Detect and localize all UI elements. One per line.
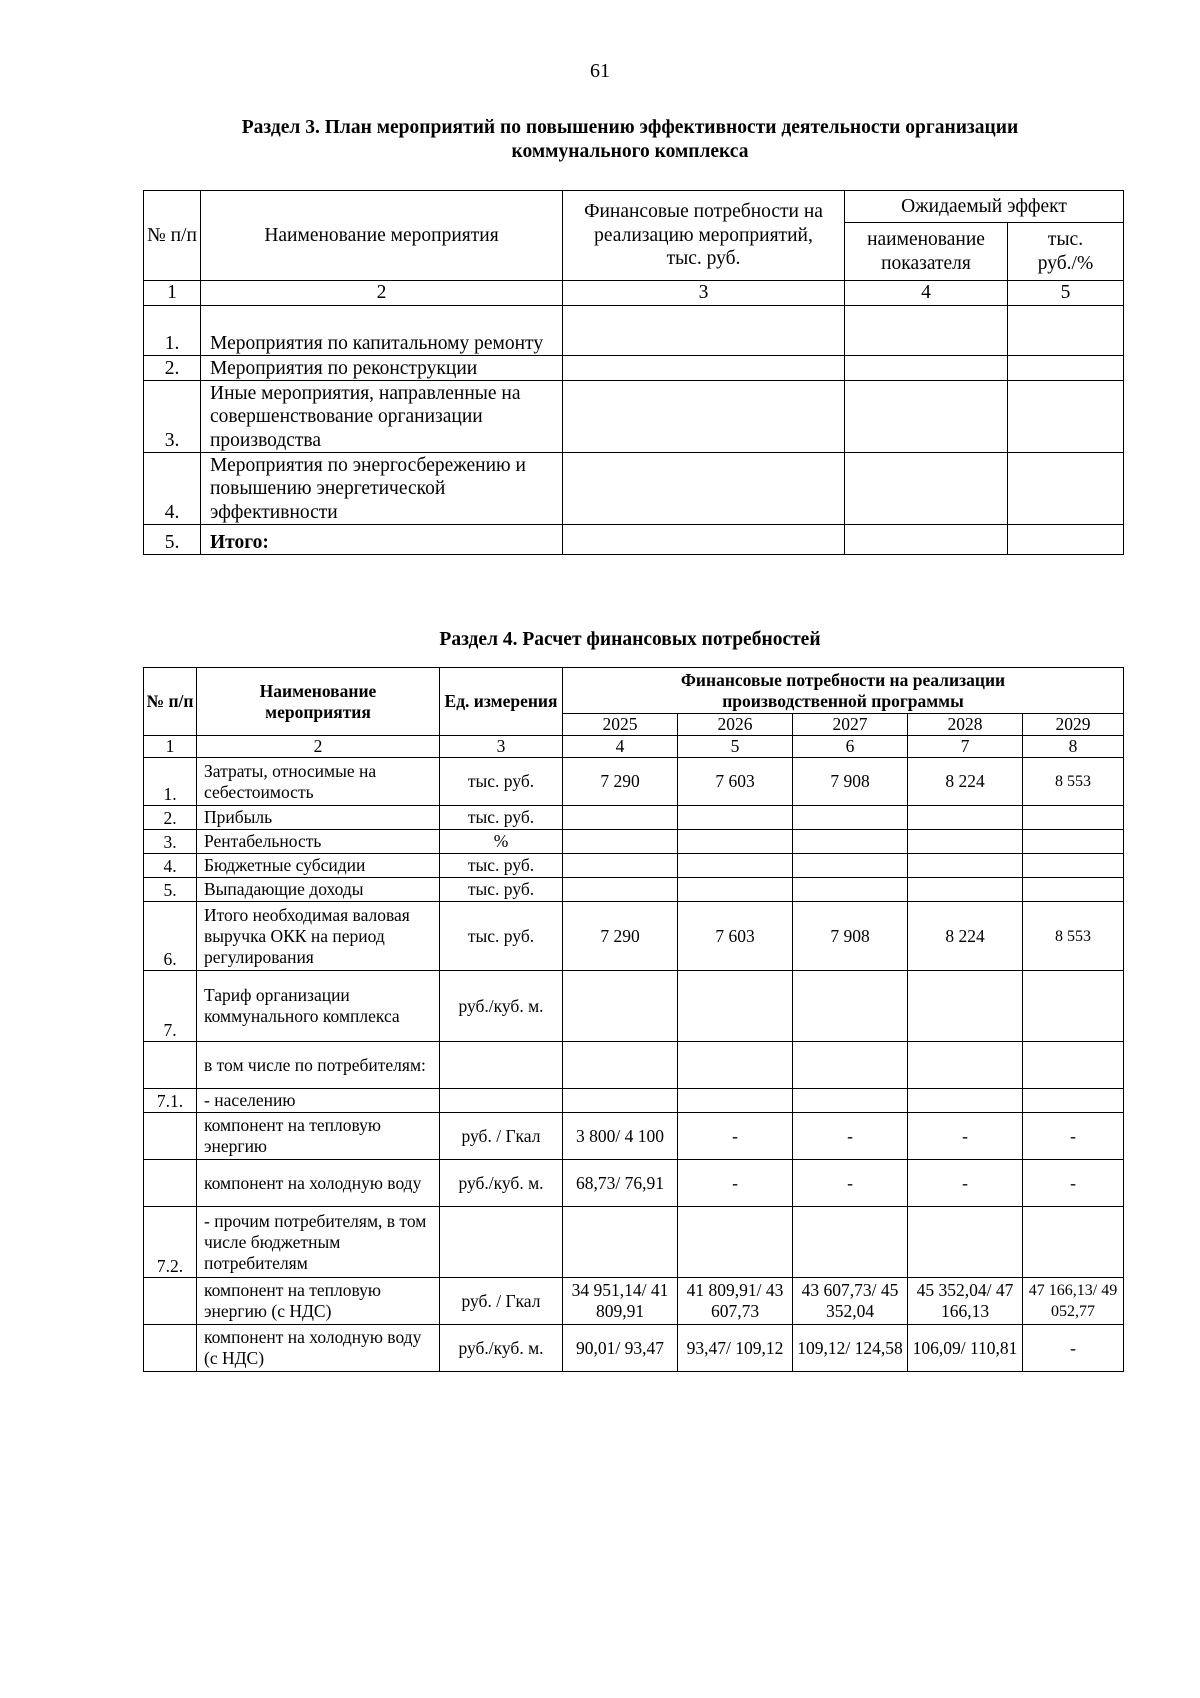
value-cell: [793, 878, 908, 902]
value-cell: 93,47/ 109,12: [678, 1325, 793, 1372]
row-unit: тыс. руб.: [440, 806, 563, 830]
value-cell: -: [678, 1113, 793, 1160]
row-unit: тыс. руб.: [440, 878, 563, 902]
value-cell: [908, 1089, 1023, 1113]
row-name: компонент на тепловую энергию (с НДС): [197, 1278, 440, 1325]
value-cell: [678, 830, 793, 854]
value-cell: [793, 1207, 908, 1278]
value-cell: [1023, 1089, 1124, 1113]
value-cell: 68,73/ 76,91: [563, 1160, 678, 1207]
table-row: [144, 878, 1124, 902]
index-cell: 5: [1008, 281, 1124, 306]
index-cell: 2: [201, 281, 563, 306]
value-cell: -: [1023, 1325, 1124, 1372]
header-name: Наименование мероприятия: [197, 668, 440, 736]
empty-cell: [563, 306, 845, 356]
value-cell: [793, 971, 908, 1042]
value-cell: [563, 1207, 678, 1278]
row-unit: руб. / Гкал: [440, 1113, 563, 1160]
row-unit: [440, 1207, 563, 1278]
index-cell: 3: [563, 281, 845, 306]
value-cell: 7 908: [793, 902, 908, 971]
value-cell: [1023, 830, 1124, 854]
value-cell: [908, 1207, 1023, 1278]
row-name: Мероприятия по энергосбережению и повышению энергетической эффективности: [201, 453, 563, 525]
header-name: Наименование мероприятия: [201, 191, 563, 281]
value-cell: -: [793, 1160, 908, 1207]
value-cell: 47 166,13/ 49 052,77: [1023, 1278, 1124, 1325]
index-row: [144, 736, 1124, 758]
value-cell: 41 809,91/ 43 607,73: [678, 1278, 793, 1325]
value-cell: [1023, 1042, 1124, 1089]
row-unit: руб./куб. м.: [440, 971, 563, 1042]
header-indicator: наименование показателя: [845, 223, 1008, 281]
empty-cell: [563, 381, 845, 453]
row-name: Тариф организации коммунального комплекса: [197, 971, 440, 1042]
table-row: [144, 830, 1124, 854]
row-num: 6.: [144, 902, 197, 971]
value-cell: -: [908, 1160, 1023, 1207]
row-name: Рентабельность: [197, 830, 440, 854]
value-cell: [1023, 878, 1124, 902]
table-row: [144, 1160, 1124, 1207]
table-row: [144, 1113, 1124, 1160]
row-num: 2.: [144, 356, 201, 381]
empty-cell: [563, 525, 845, 555]
empty-cell: [845, 525, 1008, 555]
row-num: 1.: [144, 758, 197, 806]
index-cell: 1: [144, 736, 197, 758]
value-cell: 34 951,14/ 41 809,91: [563, 1278, 678, 1325]
value-cell: [678, 854, 793, 878]
index-cell: 1: [144, 281, 201, 306]
empty-cell: [563, 356, 845, 381]
table-row: [144, 902, 1124, 971]
row-name: - населению: [197, 1089, 440, 1113]
index-cell: 5: [678, 736, 793, 758]
row-name: компонент на тепловую энергию: [197, 1113, 440, 1160]
value-cell: [793, 1042, 908, 1089]
value-cell: [563, 806, 678, 830]
row-name: Выпадающие доходы: [197, 878, 440, 902]
year-header: 2026: [678, 714, 793, 736]
year-header: 2029: [1023, 714, 1124, 736]
value-cell: [678, 971, 793, 1042]
value-cell: [908, 806, 1023, 830]
row-name: Затраты, относимые на себестоимость: [197, 758, 440, 806]
header-effect: Ожидаемый эффект: [845, 191, 1124, 223]
row-unit: руб./куб. м.: [440, 1325, 563, 1372]
empty-cell: [1008, 356, 1124, 381]
value-cell: 3 800/ 4 100: [563, 1113, 678, 1160]
table-row: [144, 854, 1124, 878]
row-num: [144, 1042, 197, 1089]
table-row: [144, 525, 1124, 555]
empty-cell: [845, 306, 1008, 356]
table-row: [144, 806, 1124, 830]
value-cell: [793, 830, 908, 854]
value-cell: [1023, 806, 1124, 830]
row-name: Иные мероприятия, направленные на совершенствование организации производства: [201, 381, 563, 453]
row-num: 4.: [144, 453, 201, 525]
value-cell: 106,09/ 110,81: [908, 1325, 1023, 1372]
empty-cell: [1008, 381, 1124, 453]
row-name: Мероприятия по реконструкции: [201, 356, 563, 381]
row-num: 4.: [144, 854, 197, 878]
empty-cell: [845, 381, 1008, 453]
row-num: 5.: [144, 878, 197, 902]
value-cell: [563, 878, 678, 902]
index-cell: 7: [908, 736, 1023, 758]
table-row: [144, 758, 1124, 806]
value-cell: 7 603: [678, 758, 793, 806]
table-row: [144, 1325, 1124, 1372]
value-cell: 7 290: [563, 758, 678, 806]
index-cell: 3: [440, 736, 563, 758]
table-row: [144, 453, 1124, 525]
table-row: [144, 306, 1124, 356]
value-cell: [563, 971, 678, 1042]
value-cell: [563, 854, 678, 878]
value-cell: [563, 1089, 678, 1113]
empty-cell: [1008, 525, 1124, 555]
value-cell: [908, 1042, 1023, 1089]
value-cell: 8 224: [908, 758, 1023, 806]
index-cell: 8: [1023, 736, 1124, 758]
row-name: Мероприятия по капитальному ремонту: [201, 306, 563, 356]
index-row: [144, 281, 1124, 306]
table-row: [144, 971, 1124, 1042]
table-row: [144, 1207, 1124, 1278]
header-finance: Финансовые потребности на реализацию мероприятий, тыс. руб.: [563, 191, 845, 281]
section-4-title: Раздел 4. Расчет финансовых потребностей: [439, 629, 821, 650]
value-cell: [908, 830, 1023, 854]
value-cell: -: [1023, 1160, 1124, 1207]
value-cell: -: [793, 1113, 908, 1160]
value-cell: 7 908: [793, 758, 908, 806]
page-number: 61: [590, 60, 610, 82]
value-cell: -: [1023, 1113, 1124, 1160]
row-unit: %: [440, 830, 563, 854]
row-name: компонент на холодную воду: [197, 1160, 440, 1207]
row-name: Прибыль: [197, 806, 440, 830]
table-row: [144, 1089, 1124, 1113]
value-cell: 7 603: [678, 902, 793, 971]
value-cell: [678, 1207, 793, 1278]
row-name: Итого необходимая валовая выручка ОКК на период регулирования: [197, 902, 440, 971]
empty-cell: [845, 356, 1008, 381]
value-cell: 43 607,73/ 45 352,04: [793, 1278, 908, 1325]
row-unit: тыс. руб.: [440, 758, 563, 806]
header-num: № п/п: [144, 191, 201, 281]
empty-cell: [1008, 453, 1124, 525]
value-cell: 45 352,04/ 47 166,13: [908, 1278, 1023, 1325]
row-num: [144, 1113, 197, 1160]
value-cell: [678, 878, 793, 902]
value-cell: [793, 806, 908, 830]
section-3-title-line-2: коммунального комплекса: [511, 141, 749, 162]
table-row: [144, 356, 1124, 381]
section-4-table: [143, 667, 1124, 1372]
row-num: [144, 1160, 197, 1207]
table-row: [144, 1278, 1124, 1325]
table-row: [144, 1042, 1124, 1089]
value-cell: 8 553: [1023, 902, 1124, 971]
value-cell: [678, 1089, 793, 1113]
value-cell: [1023, 971, 1124, 1042]
row-num: 2.: [144, 806, 197, 830]
value-cell: -: [678, 1160, 793, 1207]
index-cell: 2: [197, 736, 440, 758]
index-cell: 4: [563, 736, 678, 758]
row-num: [144, 1325, 197, 1372]
value-cell: [908, 971, 1023, 1042]
row-num: 7.: [144, 971, 197, 1042]
row-name: - прочим потребителям, в том числе бюджетным потребителям: [197, 1207, 440, 1278]
value-cell: [678, 1042, 793, 1089]
year-header: 2025: [563, 714, 678, 736]
header-finance: Финансовые потребности на реализации производственной программы: [563, 668, 1124, 714]
value-cell: [908, 878, 1023, 902]
row-unit: тыс. руб.: [440, 854, 563, 878]
value-cell: [908, 854, 1023, 878]
value-cell: [678, 806, 793, 830]
value-cell: 8 553: [1023, 758, 1124, 806]
header-num: № п/п: [144, 668, 197, 736]
row-name: в том числе по потребителям:: [197, 1042, 440, 1089]
row-unit: [440, 1089, 563, 1113]
value-cell: [793, 1089, 908, 1113]
value-cell: [563, 830, 678, 854]
header-value: тыс. руб./%: [1008, 223, 1124, 281]
empty-cell: [1008, 306, 1124, 356]
section-3-title: [140, 116, 1120, 164]
row-num: 5.: [144, 525, 201, 555]
index-cell: 6: [793, 736, 908, 758]
table-row: [144, 381, 1124, 453]
value-cell: 8 224: [908, 902, 1023, 971]
value-cell: 109,12/ 124,58: [793, 1325, 908, 1372]
value-cell: 7 290: [563, 902, 678, 971]
row-num: 3.: [144, 381, 201, 453]
row-name: Итого:: [201, 525, 563, 555]
value-cell: [1023, 854, 1124, 878]
year-header: 2028: [908, 714, 1023, 736]
row-num: 7.2.: [144, 1207, 197, 1278]
row-name: Бюджетные субсидии: [197, 854, 440, 878]
empty-cell: [563, 453, 845, 525]
value-cell: 90,01/ 93,47: [563, 1325, 678, 1372]
row-unit: тыс. руб.: [440, 902, 563, 971]
row-num: [144, 1278, 197, 1325]
value-cell: -: [908, 1113, 1023, 1160]
row-unit: руб./куб. м.: [440, 1160, 563, 1207]
value-cell: [1023, 1207, 1124, 1278]
section-3-title-line-1: Раздел 3. План мероприятий по повышению эффективности деятельности организации: [241, 117, 1019, 138]
row-num: 7.1.: [144, 1089, 197, 1113]
header-unit: Ед. измерения: [440, 668, 563, 736]
empty-cell: [845, 453, 1008, 525]
value-cell: [563, 1042, 678, 1089]
index-cell: 4: [845, 281, 1008, 306]
year-header: 2027: [793, 714, 908, 736]
row-name: компонент на холодную воду (с НДС): [197, 1325, 440, 1372]
value-cell: [793, 854, 908, 878]
row-unit: [440, 1042, 563, 1089]
row-num: 1.: [144, 306, 201, 356]
row-unit: руб. / Гкал: [440, 1278, 563, 1325]
row-num: 3.: [144, 830, 197, 854]
section-3-table: [143, 190, 1124, 555]
